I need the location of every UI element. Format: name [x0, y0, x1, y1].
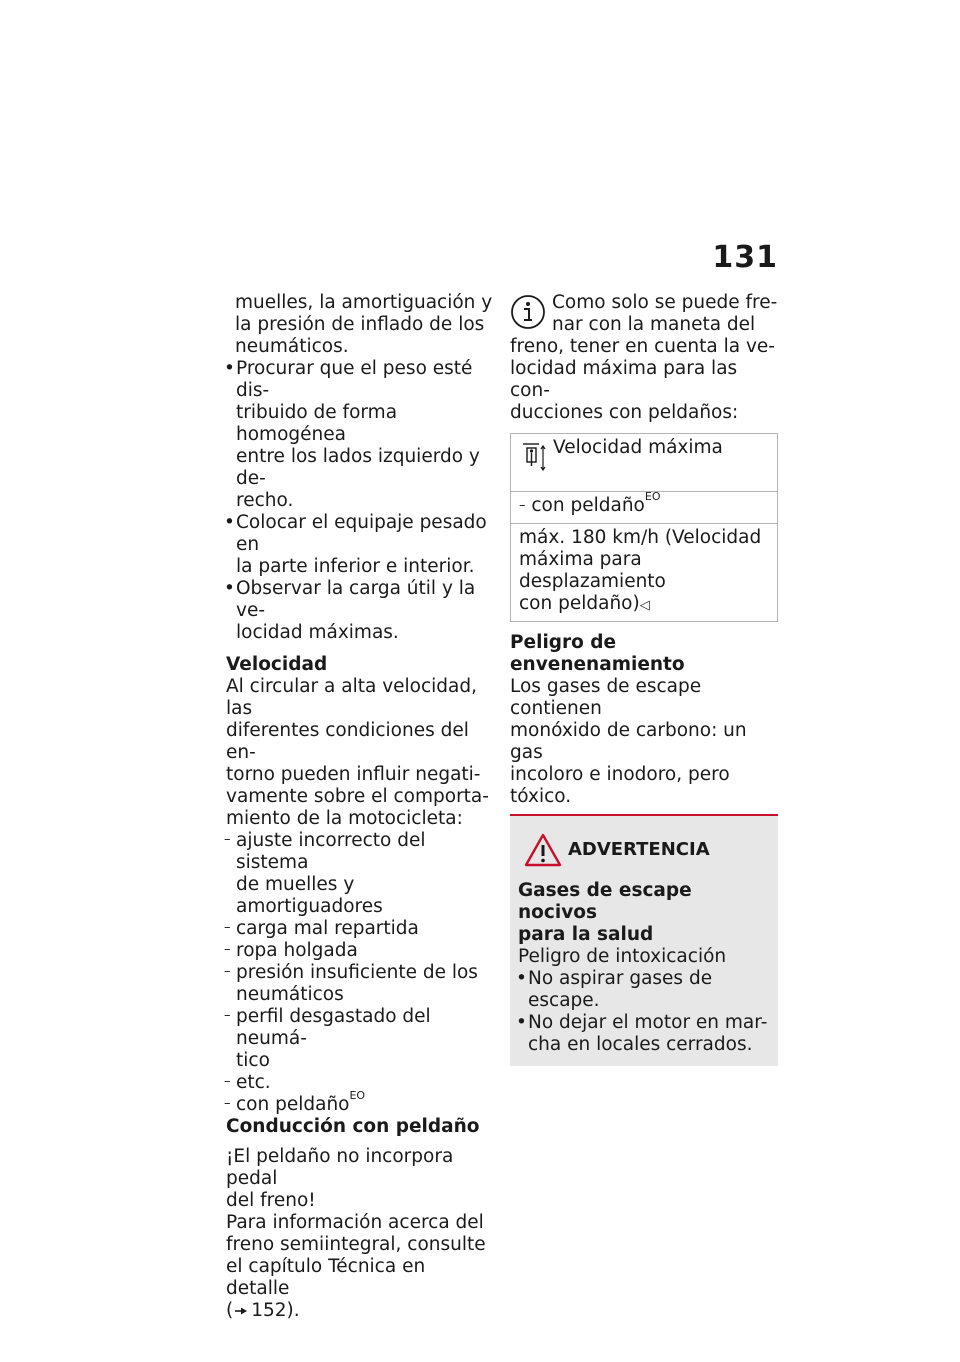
equipment-code: EO — [349, 1088, 366, 1102]
info-icon — [510, 294, 546, 330]
equipment-ref-list — [226, 1088, 494, 1116]
velocidad-paragraph: Al circular a alta velocidad, las diferentes condiciones del en- torno pueden influir negati- vamente sobre el comporta- miento de la motocicleta: — [226, 676, 489, 829]
info-note: Como solo se puede fre- nar con la maneta del freno, tener en cuenta la ve- locidad máxima para las con- ducciones con peldaños: — [510, 292, 778, 423]
loading-bullet-list — [226, 358, 494, 644]
max-speed-table — [510, 433, 778, 622]
warning-title-row — [518, 830, 770, 870]
reference-arrow-icon — [234, 1306, 248, 1316]
list-item: • No aspirar gases de escape. — [518, 968, 770, 1012]
list-item: – ajuste incorrecto del sistema de muelles y amortiguadores — [226, 830, 494, 918]
conditions-dash-list — [226, 830, 494, 1094]
table-header-row — [511, 434, 778, 492]
warning-title: ADVERTENCIA — [568, 839, 710, 860]
conduccion-paragraph: ¡El peldaño no incorpora pedal del freno! — [226, 1146, 454, 1211]
speed-gauge-icon — [519, 441, 549, 471]
text-line: neumáticos. — [235, 336, 349, 357]
peligro-heading: Peligro de envenenamiento — [510, 632, 685, 675]
list-item: – presión insuficiente de los neumáticos — [226, 962, 494, 1006]
table-value-cell: máx. 180 km/h (Velocidad máxima para desplazamiento con peldaño)◁ — [511, 524, 778, 622]
velocidad-heading: Velocidad — [226, 654, 328, 675]
text-line: la presión de inflado de los — [235, 314, 485, 335]
list-item: • Colocar el equipaje pesado en la parte inferior e interior. — [226, 512, 494, 578]
page-reference-link[interactable]: ( 152). — [226, 1300, 300, 1321]
table-condition-cell: – con peldaño$^{EO}$ — [511, 492, 778, 524]
list-item: – perfil desgastado del neumá- tico — [226, 1006, 494, 1072]
warning-triangle-icon — [524, 832, 562, 868]
warning-bullet-list — [518, 968, 770, 1056]
end-mark: ◁ — [639, 598, 650, 613]
left-column — [226, 292, 494, 1322]
list-item: • No dejar el motor en mar- cha en locales cerrados. — [518, 1012, 770, 1056]
equipment-code: EO — [644, 489, 661, 503]
reference-page: 152). — [251, 1300, 300, 1321]
table-header-cell — [511, 434, 778, 492]
warning-heading: Gases de escape nocivos para la salud — [518, 880, 692, 945]
table-row — [511, 524, 778, 622]
peligro-paragraph: Los gases de escape contienen monóxido de carbono: un gas incoloro e inodoro, pero tóxico. — [510, 676, 747, 807]
list-item: – ropa holgada — [226, 940, 494, 962]
warning-subtitle: Peligro de intoxicación — [518, 946, 727, 967]
equipment-ref: – con peldaño$^{EO}$ — [226, 1094, 494, 1116]
page-number: 131 — [712, 240, 778, 275]
text-line: muelles, la amortiguación y — [235, 292, 493, 313]
list-item: • Procurar que el peso esté dis- tribuido de forma homogénea entre los lados izquierdo y de- recho. — [226, 358, 494, 512]
warning-box — [510, 814, 778, 1066]
list-item: – carga mal repartida — [226, 918, 494, 940]
conduccion-heading: Conducción con peldaño — [226, 1116, 480, 1137]
list-item: – etc. — [226, 1072, 494, 1094]
list-item: • Observar la carga útil y la ve- locidad máximas. — [226, 578, 494, 644]
right-column — [510, 292, 778, 1066]
table-row — [511, 492, 778, 524]
intro-paragraph — [226, 292, 494, 358]
table-header-label: Velocidad máxima — [553, 437, 723, 458]
reference-paragraph: Para información acerca del freno semiintegral, consulte el capítulo Técnica en detalle ( 152). — [226, 1212, 494, 1322]
